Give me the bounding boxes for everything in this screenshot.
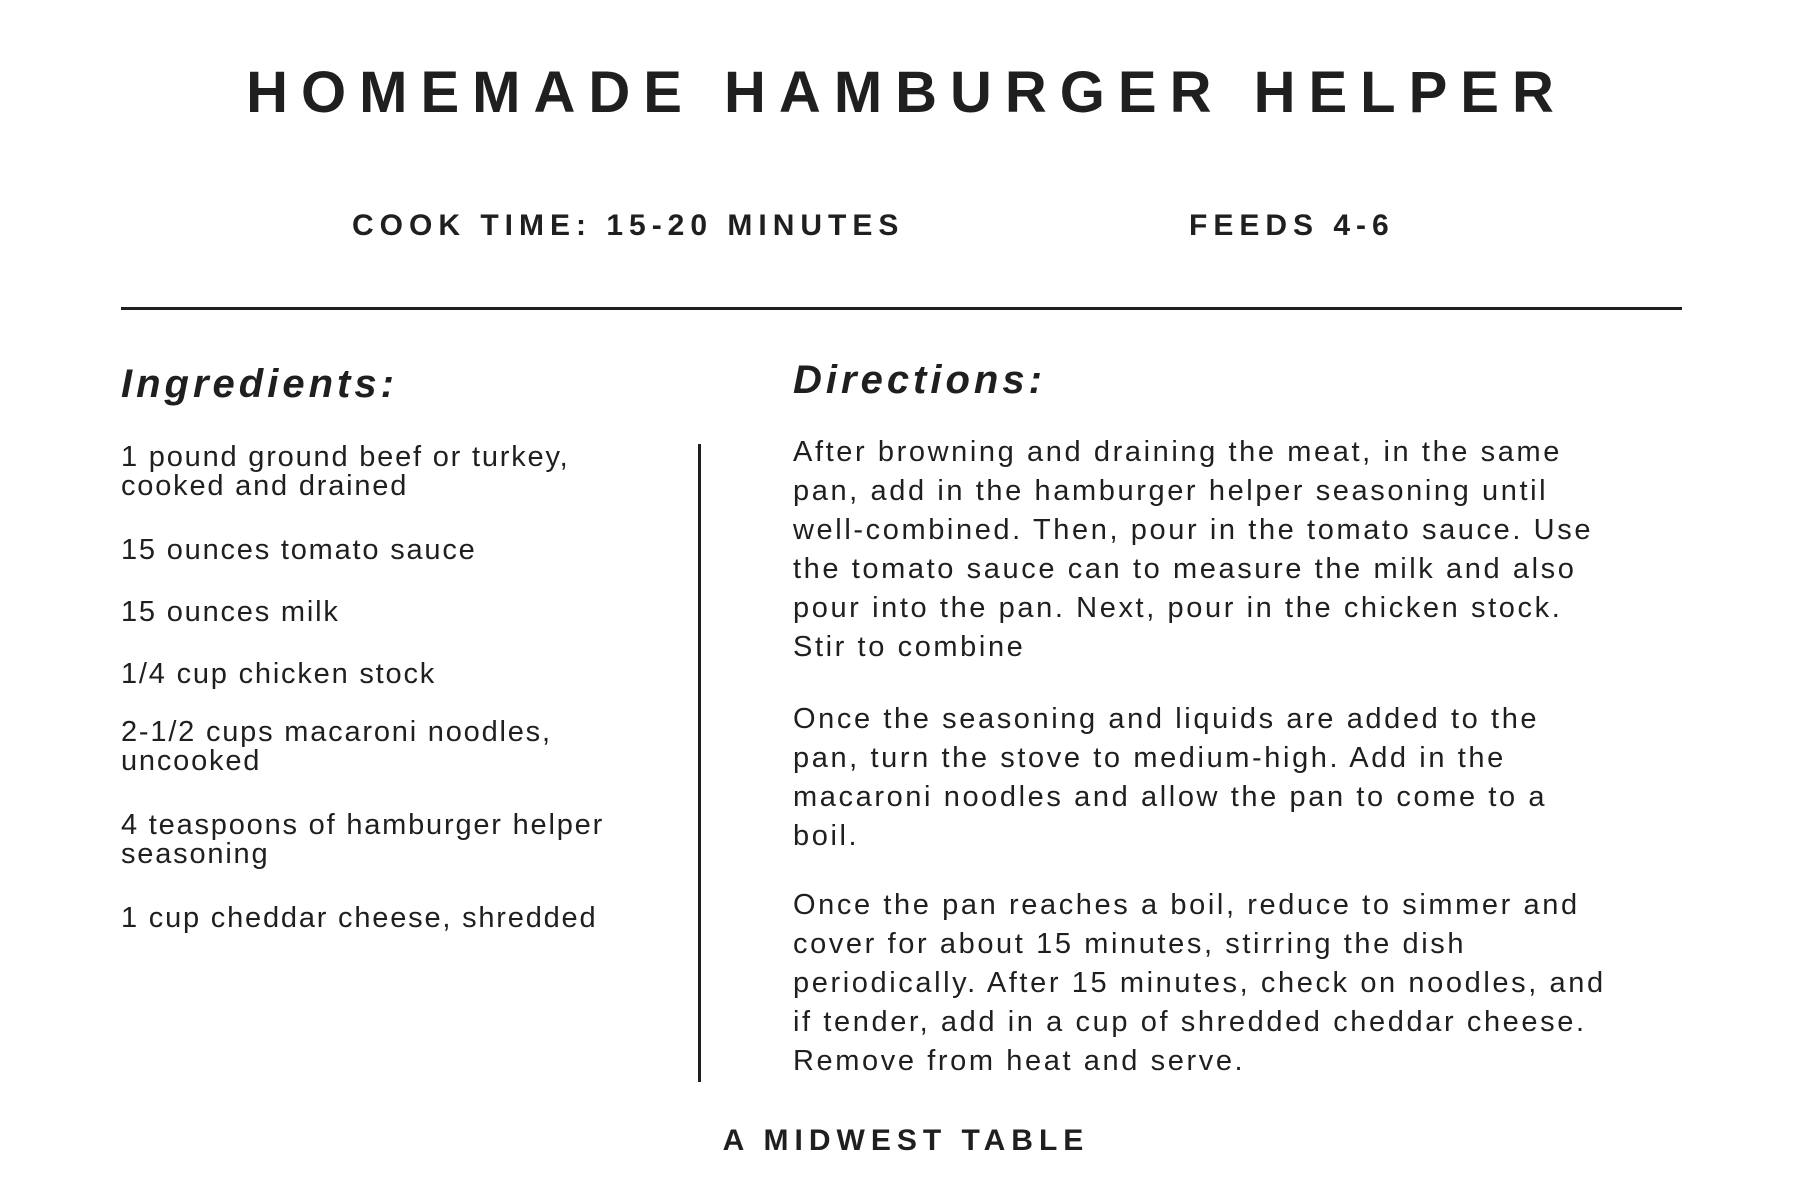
direction-step: After browning and draining the meat, in the same pan, add in the hamburger helper seasoning until well-combined. Then, pour in the tomato sauce. Use the tomato sauce can to measure the milk and also pour into the pan. Next, pour in the chicken stock. Stir to combine [793, 436, 1594, 663]
ingredient-item: 15 ounces tomato sauce [121, 534, 477, 566]
ingredient-item: 4 teaspoons of hamburger helper seasoning [121, 809, 605, 870]
recipe-title: HOMEMADE HAMBURGER HELPER [246, 60, 1567, 125]
ingredient-item: 15 ounces milk [121, 596, 340, 628]
directions-heading: Directions: [793, 358, 1046, 402]
footer-brand: A MIDWEST TABLE [722, 1124, 1090, 1157]
ingredient-item: 1 pound ground beef or turkey, cooked and drained [121, 441, 570, 502]
ingredient-item: 1/4 cup chicken stock [121, 658, 437, 690]
ingredient-item: 1 cup cheddar cheese, shredded [121, 902, 598, 934]
vertical-divider [698, 444, 701, 1082]
ingredient-item: 2-1/2 cups macaroni noodles, uncooked [121, 716, 552, 777]
direction-step: Once the pan reaches a boil, reduce to simmer and cover for about 15 minutes, stirring the dish periodically. After 15 minutes, check on noodles, and if tender, add in a cup of shredded cheddar cheese. Remove from heat and serve. [793, 889, 1606, 1077]
servings: FEEDS 4-6 [1189, 209, 1395, 242]
directions-body [793, 433, 1693, 1081]
ingredients-heading: Ingredients: [121, 362, 398, 406]
direction-step: Once the seasoning and liquids are added to the pan, turn the stove to medium-high. Add in the macaroni noodles and allow the pan to come to a boil. [793, 703, 1548, 852]
horizontal-divider [121, 307, 1682, 310]
ingredients-list [121, 443, 681, 933]
cook-time: COOK TIME: 15-20 MINUTES [352, 209, 905, 242]
